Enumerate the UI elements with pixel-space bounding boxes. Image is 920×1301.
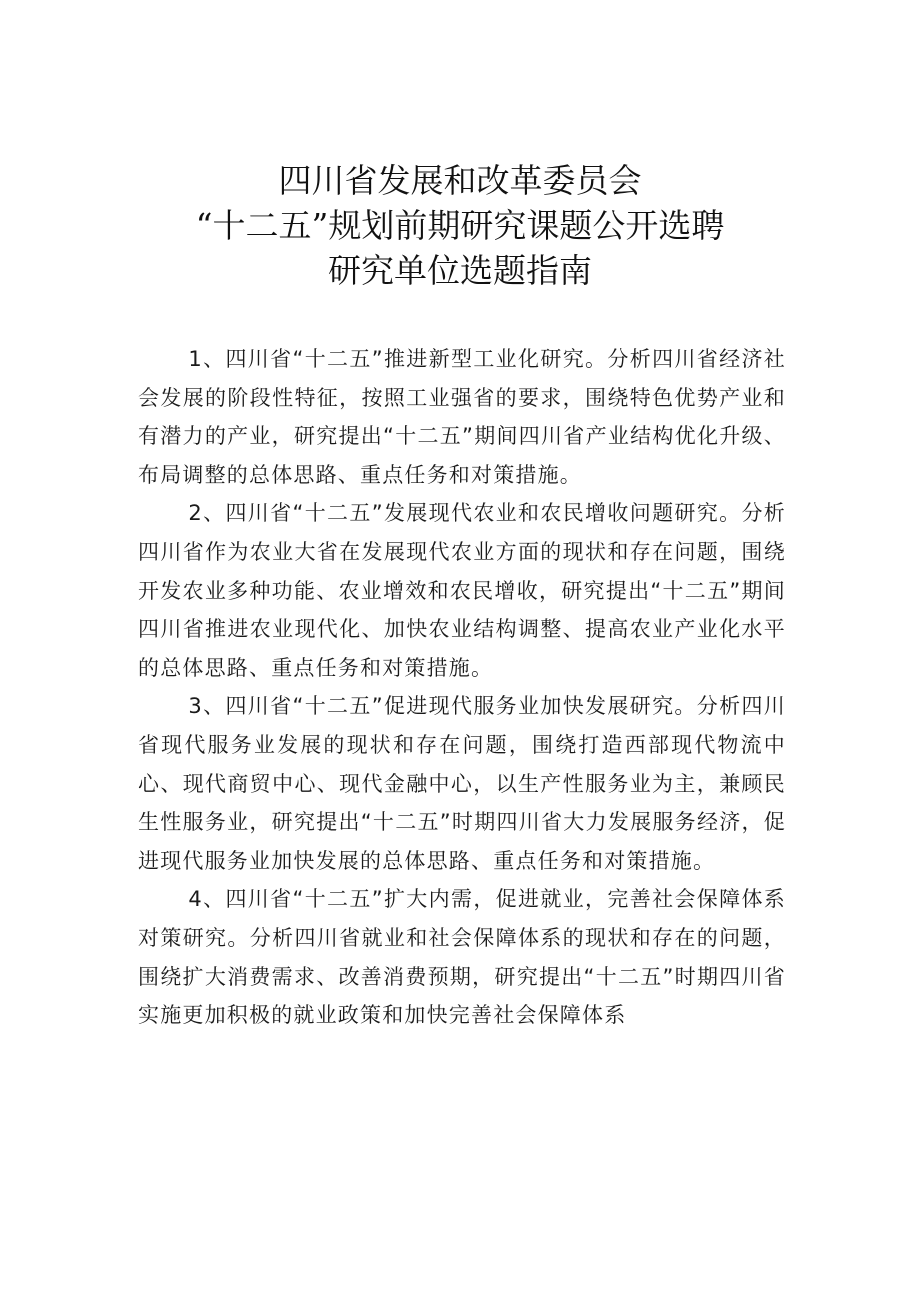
paragraph-topic-3: 3、四川省“十二五”促进现代服务业加快发展研究。分析四川省现代服务业发展的现状和存在问题，围绕打造西部现代物流中心、现代商贸中心、现代金融中心，以生产性服务业为主，兼顾民生性服务业，研究提出“十二五”时期四川省大力发展服务经济，促进现代服务业加快发展的总体思路、重点任务和对策措施。: [138, 694, 786, 873]
paragraph-topic-2: 2、四川省“十二五”发展现代农业和农民增收问题研究。分析四川省作为农业大省在发展现代农业方面的现状和存在问题，围绕开发农业多种功能、农业增效和农民增收，研究提出“十二五”期间四川省推进农业现代化、加快农业结构调整、提高农业产业化水平的总体思路、重点任务和对策措施。: [138, 501, 786, 680]
title-line-2: “十二五”规划前期研究课题公开选聘: [195, 206, 725, 245]
title-line-1: 四川省发展和改革委员会: [278, 161, 642, 200]
paragraph-topic-1: 1、四川省“十二五”推进新型工业化研究。分析四川省经济社会发展的阶段性特征，按照工业强省的要求，围绕特色优势产业和有潜力的产业，研究提出“十二五”期间四川省产业结构优化升级、布局调整的总体思路、重点任务和对策措施。: [138, 347, 786, 487]
title-line-3: 研究单位选题指南: [328, 251, 592, 290]
paragraph-topic-4: 4、四川省“十二五”扩大内需，促进就业，完善社会保障体系对策研究。分析四川省就业和社会保障体系的现状和存在的问题，围绕扩大消费需求、改善消费预期，研究提出“十二五”时期四川省实施更加积极的就业政策和加快完善社会保障体系: [138, 887, 786, 1028]
document-title: [0, 158, 920, 293]
document-body: [138, 340, 786, 1035]
